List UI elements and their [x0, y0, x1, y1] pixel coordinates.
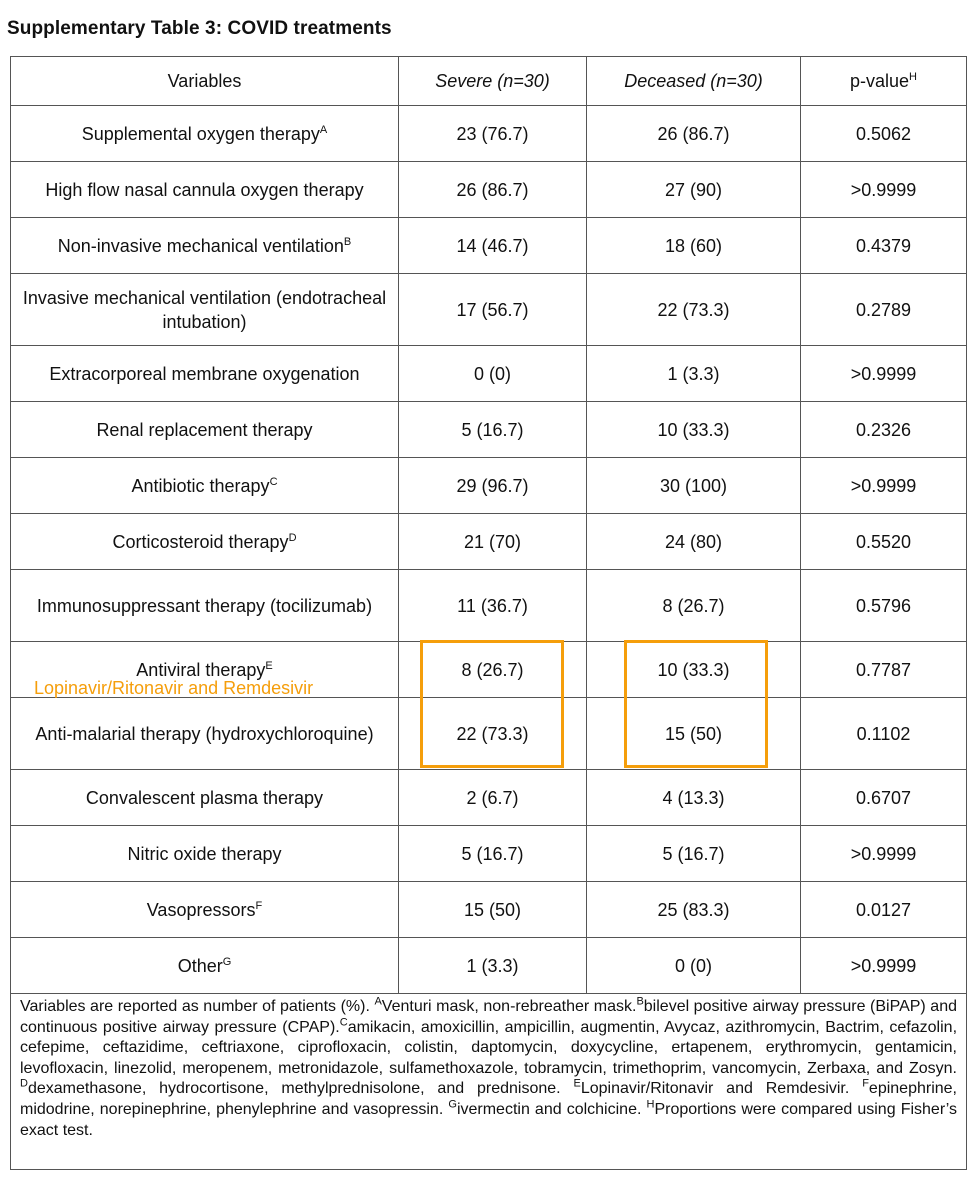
cell-severe: 17 (56.7): [399, 274, 587, 346]
cell-pvalue: >0.9999: [801, 458, 967, 514]
table-row: [11, 938, 967, 994]
header-pvalue-label: p-value: [850, 71, 910, 91]
footnote-text: Lopinavir/Ritonavir and Remdesivir.: [580, 1080, 863, 1098]
footnote-text: dexamethasone, hydrocortisone, methylprednisolone, and prednisone.: [27, 1080, 574, 1098]
cell-pvalue: 0.2326: [801, 402, 967, 458]
row-variable-label: Anti-malarial therapy (hydroxychloroquine): [35, 723, 374, 744]
cell-deceased: 30 (100): [587, 458, 801, 514]
footnote-sup: B: [636, 995, 644, 1008]
footnote-row: [11, 994, 967, 1170]
footnote-text: amikacin, amoxicillin, ampicillin, augmentin, Avycaz, azithromycin, Bactrim, cefazolin, cefepime, ceftazidime, ceftriaxone, ciprofloxacin, colistin, daptomycin, doxycycline, ertapenem, erythromycin, gentamicin, levofloxacin, linezolid, meropenem, metronidazole, sulfamethoxazole, tobramycin, trimethoprim, vancomycin, Zerbaxa, and Zosyn.: [20, 1018, 958, 1077]
table-row: [11, 882, 967, 938]
footnote-text: Proportions were compared using Fisher’s exact test.: [20, 1100, 958, 1139]
row-variable: [11, 826, 399, 882]
row-variable-label: Vasopressors: [146, 899, 256, 920]
cell-deceased: 5 (16.7): [587, 826, 801, 882]
row-variable-label: Supplemental oxygen therapy: [81, 123, 320, 144]
table-row: [11, 770, 967, 826]
cell-severe: 11 (36.7): [399, 570, 587, 642]
row-variable-sup: C: [269, 475, 278, 488]
cell-severe: 1 (3.3): [399, 938, 587, 994]
cell-severe: 15 (50): [399, 882, 587, 938]
page-title: Supplementary Table 3: COVID treatments: [7, 18, 392, 39]
row-variable-label: Renal replacement therapy: [96, 419, 313, 440]
cell-severe: 14 (46.7): [399, 218, 587, 274]
row-variable: [11, 514, 399, 570]
row-variable-label: Antiviral therapy: [136, 659, 266, 680]
row-variable: [11, 570, 399, 642]
cell-severe: 5 (16.7): [399, 826, 587, 882]
row-variable: [11, 698, 399, 770]
row-variable-label: High flow nasal cannula oxygen therapy: [45, 179, 364, 200]
table-row: [11, 458, 967, 514]
row-variable: [11, 882, 399, 938]
cell-severe: 26 (86.7): [399, 162, 587, 218]
row-variable-label: Corticosteroid therapy: [112, 531, 289, 552]
treatments-table: [10, 56, 967, 1170]
cell-deceased: 22 (73.3): [587, 274, 801, 346]
cell-pvalue: 0.1102: [801, 698, 967, 770]
table-row: [11, 218, 967, 274]
footnote-sup: C: [339, 1016, 348, 1029]
header-pvalue-sup: H: [909, 71, 917, 83]
cell-severe: 8 (26.7): [399, 642, 587, 698]
footnote: [11, 994, 967, 1170]
row-variable: [11, 770, 399, 826]
footnote-text: epinephrine, midodrine, norepinephrine, phenylephrine and vasopressin.: [20, 1080, 957, 1118]
footnote-text: Venturi mask, non-rebreather mask.: [381, 998, 637, 1015]
footnote-text: bilevel positive airway pressure (BiPAP) and continuous positive airway pressure (CPAP).: [20, 998, 958, 1036]
header-pvalue: [801, 57, 967, 106]
footnote-sup: F: [862, 1078, 869, 1091]
cell-deceased: 15 (50): [587, 698, 801, 770]
cell-deceased: 8 (26.7): [587, 570, 801, 642]
table-row: [11, 698, 967, 770]
table-row: [11, 826, 967, 882]
cell-severe: 2 (6.7): [399, 770, 587, 826]
table-row: [11, 162, 967, 218]
cell-pvalue: >0.9999: [801, 162, 967, 218]
cell-deceased: 25 (83.3): [587, 882, 801, 938]
row-variable-sup: G: [222, 955, 232, 968]
row-variable-label: Immunosuppressant therapy (tocilizumab): [36, 595, 373, 616]
cell-pvalue: 0.4379: [801, 218, 967, 274]
footnote-text: ivermectin and colchicine.: [456, 1100, 647, 1118]
cell-pvalue: 0.5062: [801, 106, 967, 162]
footnote-sup: A: [374, 995, 382, 1008]
header-deceased: Deceased (n=30): [587, 57, 801, 106]
row-variable-label: Other: [177, 955, 223, 976]
table-row: [11, 570, 967, 642]
cell-deceased: 0 (0): [587, 938, 801, 994]
footnote-sup: E: [573, 1078, 581, 1091]
row-variable: [11, 458, 399, 514]
row-variable: [11, 274, 399, 346]
cell-deceased: 24 (80): [587, 514, 801, 570]
cell-deceased: 26 (86.7): [587, 106, 801, 162]
row-variable-sup: A: [319, 123, 328, 136]
cell-pvalue: >0.9999: [801, 938, 967, 994]
header-row: [11, 57, 967, 106]
cell-severe: 0 (0): [399, 346, 587, 402]
cell-severe: 29 (96.7): [399, 458, 587, 514]
row-variable: [11, 162, 399, 218]
footnote-sup: G: [448, 1098, 457, 1111]
row-variable-sup: D: [288, 531, 297, 544]
row-variable-sup: B: [343, 235, 352, 248]
cell-pvalue: >0.9999: [801, 346, 967, 402]
cell-pvalue: 0.7787: [801, 642, 967, 698]
row-variable-label: Nitric oxide therapy: [127, 843, 282, 864]
row-variable-sup: F: [255, 899, 263, 912]
footnote-text: Variables are reported as number of patients (%).: [20, 998, 375, 1015]
row-variable: [11, 346, 399, 402]
row-variable: [11, 106, 399, 162]
table-row: [11, 346, 967, 402]
cell-deceased: 10 (33.3): [587, 642, 801, 698]
cell-deceased: 27 (90): [587, 162, 801, 218]
table-row: [11, 514, 967, 570]
cell-deceased: 4 (13.3): [587, 770, 801, 826]
footnote-sup: D: [20, 1078, 28, 1091]
row-variable-sup: E: [265, 659, 273, 672]
header-severe: Severe (n=30): [399, 57, 587, 106]
cell-deceased: 18 (60): [587, 218, 801, 274]
footnote-sup: H: [646, 1098, 655, 1111]
cell-pvalue: 0.5520: [801, 514, 967, 570]
row-variable-label: Invasive mechanical ventilation (endotracheal intubation): [22, 287, 387, 332]
cell-severe: 21 (70): [399, 514, 587, 570]
cell-pvalue: 0.5796: [801, 570, 967, 642]
cell-deceased: 1 (3.3): [587, 346, 801, 402]
row-variable: [11, 218, 399, 274]
row-variable-label: Extracorporeal membrane oxygenation: [49, 363, 360, 384]
row-variable-label: Non-invasive mechanical ventilation: [57, 235, 344, 256]
row-variable: [11, 938, 399, 994]
cell-pvalue: 0.2789: [801, 274, 967, 346]
row-variable-label: Antibiotic therapy: [131, 475, 270, 496]
cell-pvalue: 0.0127: [801, 882, 967, 938]
table-row: [11, 274, 967, 346]
row-variable-label: Convalescent plasma therapy: [85, 787, 324, 808]
cell-pvalue: 0.6707: [801, 770, 967, 826]
table-row: [11, 402, 967, 458]
cell-severe: 5 (16.7): [399, 402, 587, 458]
cell-pvalue: >0.9999: [801, 826, 967, 882]
row-variable: [11, 402, 399, 458]
cell-deceased: 10 (33.3): [587, 402, 801, 458]
annotation-text: Lopinavir/Ritonavir and Remdesivir: [34, 678, 314, 698]
header-variables: Variables: [11, 57, 399, 106]
cell-severe: 23 (76.7): [399, 106, 587, 162]
cell-severe: 22 (73.3): [399, 698, 587, 770]
table-row: [11, 106, 967, 162]
